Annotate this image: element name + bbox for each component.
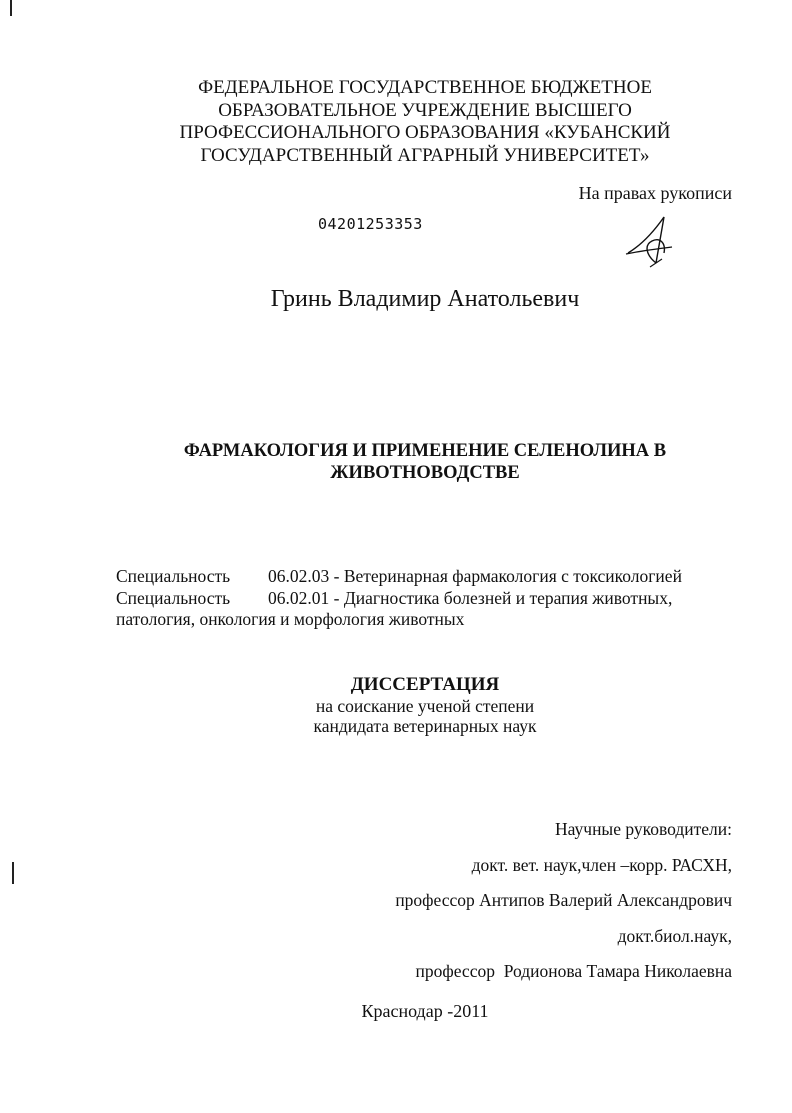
supervisor-line: профессор Антипов Валерий Александрович xyxy=(395,890,732,910)
supervisor-line: профессор Родионова Тамара Николаевна xyxy=(415,961,732,981)
specialty-row xyxy=(116,566,736,588)
signature-image xyxy=(620,207,680,273)
specialty-label: Специальность xyxy=(116,566,231,586)
degree-line: кандидата ветеринарных наук xyxy=(313,716,537,736)
specialty-continuation: патология, онкология и морфология животных xyxy=(116,609,465,629)
city-year: Краснодар -2011 xyxy=(361,1001,489,1021)
supervisors-block xyxy=(300,812,732,990)
dissertation-heading: ДИССЕРТАЦИЯ xyxy=(350,674,500,695)
institution-header xyxy=(120,77,730,167)
specialties-block xyxy=(116,566,736,631)
institution-line: ПРОФЕССИОНАЛЬНОГО ОБРАЗОВАНИЯ «КУБАНСКИЙ xyxy=(179,122,671,143)
title-line: ЖИВОТНОВОДСТВЕ xyxy=(330,463,520,483)
specialty-value: 06.02.03 - Ветеринарная фармакология с токсикологией xyxy=(268,566,682,586)
registration-number: 04201253353 xyxy=(318,215,423,233)
supervisor-line: докт. вет. наук,член –корр. РАСХН, xyxy=(471,854,732,875)
institution-line: ФЕДЕРАЛЬНОЕ ГОСУДАРСТВЕННОЕ БЮДЖЕТНОЕ xyxy=(198,77,652,98)
specialty-label: Специальность xyxy=(116,587,231,608)
specialty-value: 06.02.01 - Диагностика болезней и терапия животных, xyxy=(268,587,673,608)
scan-mark-left xyxy=(12,862,14,884)
degree-line: на соискание ученой степени xyxy=(315,696,535,716)
institution-line: ОБРАЗОВАТЕЛЬНОЕ УЧРЕЖДЕНИЕ ВЫСШЕГО xyxy=(218,99,632,121)
author-name: Гринь Владимир Анатольевич xyxy=(270,286,580,312)
rights-note: На правах рукописи xyxy=(578,183,732,203)
dissertation-title xyxy=(120,440,730,484)
dissertation-block xyxy=(120,674,730,736)
supervisor-line: докт.биол.наук, xyxy=(617,925,732,946)
institution-line: ГОСУДАРСТВЕННЫЙ АГРАРНЫЙ УНИВЕРСИТЕТ» xyxy=(200,144,650,166)
scan-mark-top xyxy=(10,0,12,16)
title-line: ФАРМАКОЛОГИЯ И ПРИМЕНЕНИЕ СЕЛЕНОЛИНА В xyxy=(183,441,667,461)
supervisors-heading: Научные руководители: xyxy=(555,819,732,839)
specialty-row xyxy=(116,588,736,610)
